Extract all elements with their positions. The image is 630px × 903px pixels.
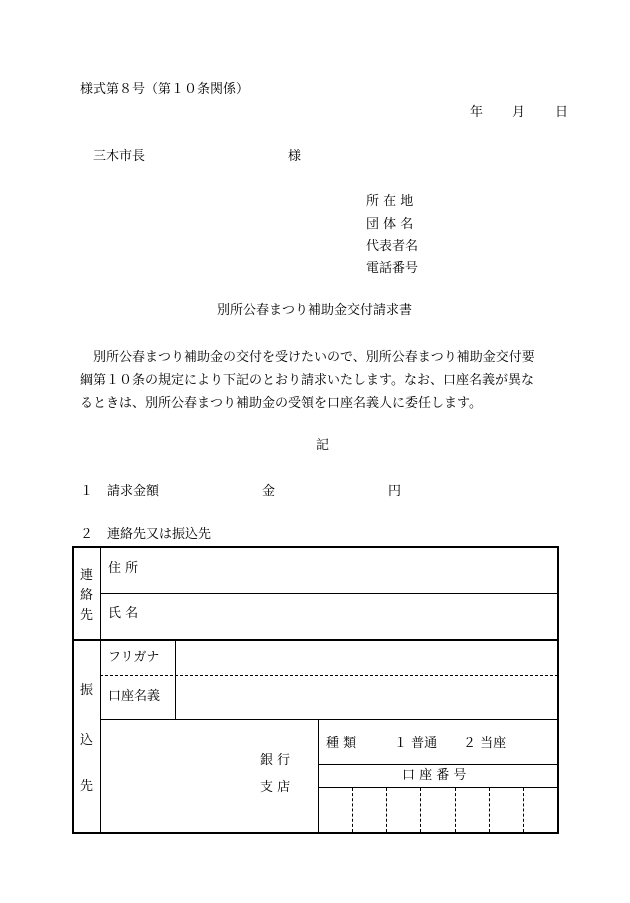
transfer-head-3: 先 (80, 779, 94, 794)
item1-yen: 円 (388, 484, 402, 499)
form-number: 様式第８号（第１０条関係） (80, 82, 250, 97)
account-digit-divider (386, 788, 387, 832)
account-digit-divider (352, 788, 353, 832)
table-line-bank-divider (318, 719, 319, 833)
contact-head-1: 連 (80, 568, 94, 583)
addressee-honorific: 様 (288, 149, 302, 164)
name-label: 氏 名 (108, 606, 139, 621)
body-line-2: 綱第１０条の規定により下記のとおり請求いたします。なお、口座名義が異な (80, 373, 534, 388)
date-month: 月 (512, 105, 526, 120)
account-type-option-ordinary: １ 普通 (394, 736, 438, 751)
transfer-head-2: 込 (80, 733, 94, 748)
ki-mark: 記 (316, 438, 330, 453)
date-day: 日 (555, 105, 569, 120)
document-title: 別所公春まつり補助金交付請求書 (217, 303, 413, 318)
branch-label: 支 店 (260, 780, 291, 795)
table-line-type-bottom (318, 764, 558, 765)
applicant-address-label: 所 在 地 (366, 194, 414, 209)
account-digit-divider (523, 788, 524, 832)
table-line-furigana-bottom (100, 675, 558, 676)
item1-label: 請求金額 (107, 484, 160, 499)
item1-kin: 金 (262, 484, 276, 499)
table-line-address-bottom (100, 593, 558, 594)
table-border-top (72, 546, 559, 548)
account-number-label: 口 座 番 号 (402, 768, 467, 783)
table-border-left (72, 546, 74, 834)
table-section-divider (72, 639, 559, 641)
table-border-bottom (72, 832, 559, 834)
account-digit-divider (489, 788, 490, 832)
bank-label: 銀 行 (260, 753, 291, 768)
address-label: 住 所 (108, 561, 139, 576)
item2-label: 連絡先又は振込先 (107, 527, 212, 542)
table-border-right (557, 546, 559, 834)
account-type-label: 種 類 (326, 736, 357, 751)
transfer-head-1: 振 (80, 683, 94, 698)
table-head-divider (100, 546, 101, 834)
account-name-label: 口座名義 (108, 689, 161, 704)
body-line-1: 別所公春まつり補助金の交付を受けたいので、別所公春まつり補助金交付要 (93, 350, 535, 365)
table-line-account-number-header-bottom (318, 787, 558, 788)
item2-number: ２ (80, 527, 94, 542)
applicant-org-label: 団 体 名 (366, 217, 414, 232)
account-digit-divider (420, 788, 421, 832)
table-line-furigana-divider (175, 640, 176, 719)
body-line-3: るときは、別所公春まつり補助金の受領を口座名義人に委任します。 (80, 396, 482, 411)
item1-number: １ (80, 484, 94, 499)
contact-head-2: 絡 (80, 588, 94, 603)
table-line-account-name-bottom (100, 719, 558, 720)
account-type-option-current: ２ 当座 (463, 736, 507, 751)
applicant-representative-label: 代表者名 (366, 239, 419, 254)
addressee-name: 三木市長 (93, 149, 146, 164)
date-year: 年 (470, 105, 484, 120)
account-digit-divider (455, 788, 456, 832)
contact-head-3: 先 (80, 608, 94, 623)
furigana-label: フリガナ (108, 650, 160, 665)
applicant-phone-label: 電話番号 (366, 261, 419, 276)
